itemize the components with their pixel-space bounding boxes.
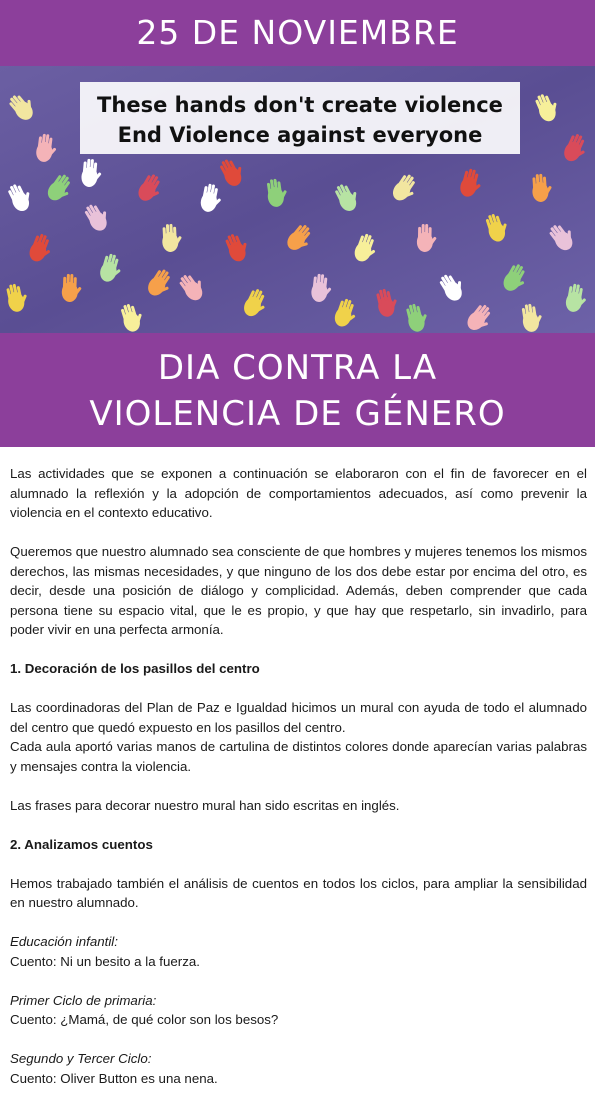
subheader-banner bbox=[0, 333, 595, 447]
mural-text-line2: End Violence against everyone bbox=[117, 123, 483, 147]
mural-text-line1: These hands don't create violence bbox=[97, 93, 503, 117]
intro-paragraph-2: Queremos que nuestro alumnado sea consciente de que hombres y mujeres tenemos los mismos derechos, las mismas necesidades, y que ninguno de los dos debe estar por encima del otro, es decir, desde una posición de diálogo y complicidad. Además, deben comprender que cada persona tiene su espacio vital, que le es propio, y que hay que respetarlo, sin invadirlo, para poder vivir en una perfecta armonía. bbox=[10, 544, 587, 637]
story-title: Cuento: Ni un besito a la fuerza. bbox=[10, 953, 200, 969]
intro-paragraph-1: Las actividades que se exponen a continuación se elaboraron con el fin de favorecer en el alumnado la reflexión y la adopción de comportamientos adecuados, así como prevenir la violencia en el contexto educativo. bbox=[10, 466, 587, 520]
subheader-title bbox=[0, 333, 595, 437]
section-2-paragraph-1: Hemos trabajado también el análisis de cuentos en todos los ciclos, para ampliar la sensibilidad en nuestro alumnado. bbox=[10, 875, 587, 910]
section-1-paragraph-2: Cada aula aportó varias manos de cartulina de distintos colores donde aparecían varias palabras y mensajes contra la violencia. bbox=[10, 739, 587, 774]
story-title: Cuento: Oliver Button es una nena. bbox=[10, 1070, 218, 1086]
section-1-heading: 1. Decoración de los pasillos del centro bbox=[10, 661, 260, 676]
story-level: Primer Ciclo de primaria: bbox=[10, 992, 157, 1008]
page-title: 25 DE NOVIEMBRE bbox=[136, 13, 459, 52]
story-title: Cuento: ¿Mamá, de qué color son los besos? bbox=[10, 1012, 279, 1027]
section-2-heading: 2. Analizamos cuentos bbox=[10, 836, 153, 852]
section-1-paragraph-1: Las coordinadoras del Plan de Paz e Igualdad hicimos un mural con ayuda de todo el alumnado del centro que quedó expuesto en los pasillos del centro. bbox=[10, 700, 587, 735]
subheader-line1: DIA CONTRA LA bbox=[157, 348, 438, 388]
mural-photo bbox=[0, 66, 595, 333]
article-body bbox=[10, 464, 587, 1088]
subheader-line2: VIOLENCIA DE GÉNERO bbox=[89, 394, 506, 434]
story-level: Educación infantil: bbox=[10, 934, 118, 949]
section-1-paragraph-3: Las frases para decorar nuestro mural han sido escritas en inglés. bbox=[10, 797, 400, 813]
mural-illustration bbox=[0, 66, 595, 333]
header-banner bbox=[0, 0, 595, 66]
story-level: Segundo y Tercer Ciclo: bbox=[10, 1051, 152, 1066]
